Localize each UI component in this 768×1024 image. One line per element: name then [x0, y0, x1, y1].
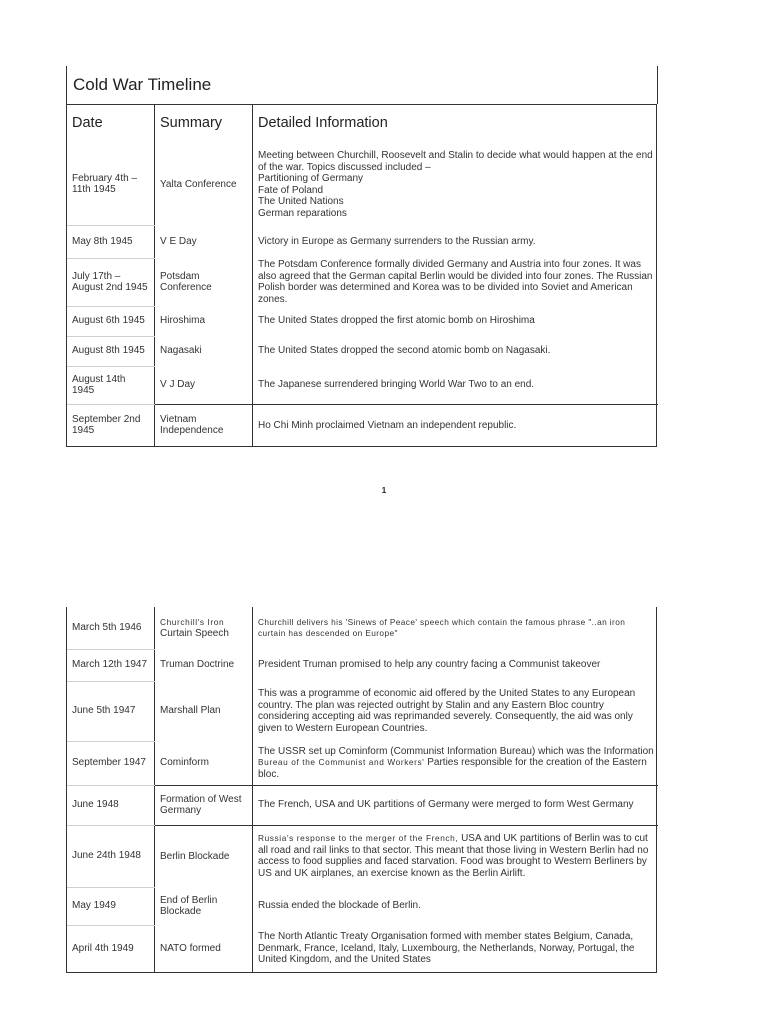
row-detail: The United States dropped the second atomic bomb on Nagasaki. [253, 336, 659, 366]
row-date: September 1947 [67, 741, 155, 785]
page-1 [66, 66, 657, 447]
row-detail: Victory in Europe as Germany surrenders to the Russian army. [253, 225, 659, 258]
header-detail: Detailed Information [253, 105, 659, 144]
row-summary: Cominform [155, 741, 253, 785]
table-row [67, 258, 658, 306]
row-date: July 17th – August 2nd 1945 [67, 258, 155, 306]
row-summary: Formation of West Germany [155, 785, 253, 825]
row-summary: Yalta Conference [155, 144, 253, 225]
table-row [67, 741, 658, 785]
row-summary: End of Berlin Blockade [155, 887, 253, 925]
detail-line: Partitioning of Germany [258, 173, 364, 184]
detail-part: Bureau of the Communist and Workers' [258, 757, 425, 767]
table-row [67, 144, 658, 225]
row-summary: Marshall Plan [155, 681, 253, 741]
row-detail [253, 825, 659, 887]
row-detail: Russia ended the blockade of Berlin. [253, 887, 659, 925]
header-summary: Summary [155, 105, 253, 144]
row-summary: Vietnam Independence [155, 404, 253, 446]
row-detail: Ho Chi Minh proclaimed Vietnam an independent republic. [253, 404, 659, 446]
page-number: 1 [381, 486, 387, 495]
detail-line: The United Nations [258, 196, 344, 207]
row-date: August 14th 1945 [67, 366, 155, 404]
summary-line: Churchill's Iron [160, 616, 225, 627]
timeline-table-1 [66, 104, 657, 447]
row-date: May 1949 [67, 887, 155, 925]
timeline-table-2 [66, 607, 657, 973]
row-detail [253, 607, 659, 649]
detail-line: Fate of Poland [258, 184, 324, 196]
row-date: August 8th 1945 [67, 336, 155, 366]
row-detail: The Potsdam Conference formally divided Germany and Austria into four zones. It was also agreed that the German capital Berlin would be divided into four zones. The Russian Polish border was determined and Korea was to be divided into Soviet and American zones. [253, 258, 659, 306]
row-date: September 2nd 1945 [67, 404, 155, 446]
row-detail [253, 144, 659, 225]
page-title-row [66, 66, 657, 104]
row-date: June 1948 [67, 785, 155, 825]
table-row [67, 825, 658, 887]
row-date: March 12th 1947 [67, 649, 155, 681]
detail-line: German reparations [258, 207, 347, 219]
table-row [67, 607, 658, 649]
page-title: Cold War Timeline [73, 75, 212, 94]
row-detail: The North Atlantic Treaty Organisation formed with member states Belgium, Canada, Denmark, France, Iceland, Italy, Luxembourg, the Netherlands, Norway, Portugal, the United Kingdom, and the United States [253, 925, 659, 972]
table-row [67, 887, 658, 925]
detail-part: Russia's response to the merger of the French, [258, 833, 459, 844]
table-row [67, 306, 658, 336]
page-2 [66, 607, 657, 973]
row-date: February 4th – 11th 1945 [67, 144, 155, 225]
table-row [67, 681, 658, 741]
summary-line: Curtain Speech [160, 628, 229, 639]
row-detail: This was a programme of economic aid offered by the United States to any European country. The plan was rejected outright by Stalin and any Eastern Bloc country considering accepting aid was reprimanded severely. Consequently, the aid was only given to Western European Countries. [253, 681, 659, 741]
row-summary: Berlin Blockade [155, 825, 253, 887]
row-summary: V J Day [155, 366, 253, 404]
table-row [67, 649, 658, 681]
row-date: June 24th 1948 [67, 825, 155, 887]
table-header-row [67, 105, 658, 144]
row-date: May 8th 1945 [67, 225, 155, 258]
detail-part: Parties responsible for the creation of the Eastern bloc. [258, 757, 647, 780]
row-detail [253, 741, 659, 785]
row-date: August 6th 1945 [67, 306, 155, 336]
table-row [67, 336, 658, 366]
header-date: Date [72, 115, 103, 132]
row-summary: Truman Doctrine [155, 649, 253, 681]
row-detail: The United States dropped the first atomic bomb on Hiroshima [253, 306, 659, 336]
row-summary: Hiroshima [155, 306, 253, 336]
row-detail: The Japanese surrendered bringing World War Two to an end. [253, 366, 659, 404]
detail-line: curtain has descended on Europe" [258, 628, 398, 638]
row-date: April 4th 1949 [72, 943, 134, 954]
row-summary: Nagasaki [155, 336, 253, 366]
detail-line: Churchill delivers his 'Sinews of Peace' speech which contain the famous phrase "..an iron [258, 616, 626, 627]
table-row [67, 225, 658, 258]
detail-part: The USSR set up Cominform (Communist Information Bureau) which was the Information [258, 745, 654, 757]
table-row [67, 925, 658, 972]
row-summary: V E Day [155, 225, 253, 258]
row-summary: NATO formed [155, 925, 253, 972]
detail-part: USA and UK partitions of Berlin was to cut all road and rail links to that sector. This meant that those living in Western Berlin had no access to food supplies and faced starvation. Food was brought to Western Berliners by US and UK airplanes, an exercise known as the Berlin Airlift. [258, 833, 649, 879]
table-row [67, 785, 658, 825]
row-date: June 5th 1947 [67, 681, 155, 741]
row-date: March 5th 1946 [67, 607, 155, 649]
detail-line: Meeting between Churchill, Roosevelt and Stalin to decide what would happen at the end of the war. Topics discussed included – [258, 150, 653, 173]
row-detail: President Truman promised to help any country facing a Communist takeover [253, 649, 659, 681]
row-summary [155, 607, 253, 649]
table-row [67, 404, 658, 446]
row-detail: The French, USA and UK partitions of Germany were merged to form West Germany [253, 785, 659, 825]
table-row [67, 366, 658, 404]
row-summary: Potsdam Conference [155, 258, 253, 306]
